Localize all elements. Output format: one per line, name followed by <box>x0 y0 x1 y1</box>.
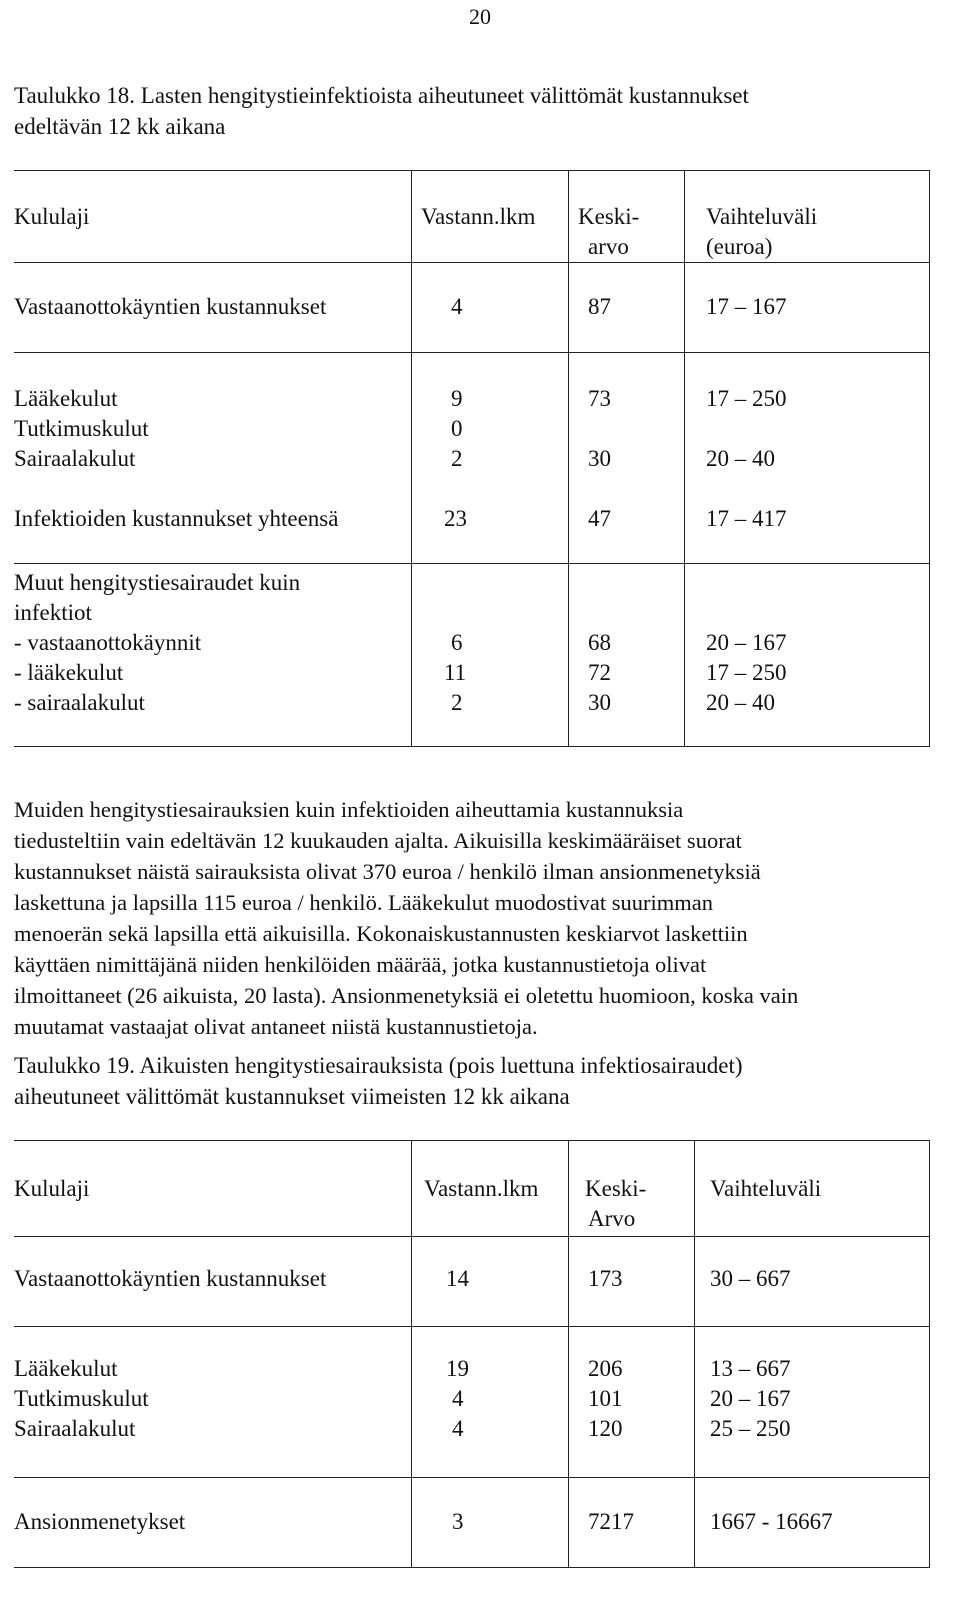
table18-other-label: - sairaalakulut <box>14 690 145 715</box>
table18-other-label: - lääkekulut <box>14 660 124 685</box>
table18-other-n: 6 <box>451 630 463 655</box>
table19-row-label: Lääkekulut <box>14 1356 118 1381</box>
table18-caption <box>14 80 944 142</box>
table18-header-keski-1: Keski- <box>578 204 640 229</box>
table18-other-mean: 68 <box>588 630 611 655</box>
table19-row-range: 30 – 667 <box>710 1266 791 1291</box>
table18-row-mean: 87 <box>588 294 611 319</box>
table19-row-n: 19 <box>446 1356 469 1381</box>
table18-row-n: 4 <box>451 294 463 319</box>
paragraph-line: Muiden hengitystiesairauksien kuin infektioiden aiheuttamia kustannuksia <box>14 797 684 822</box>
table18-caption-line2: edeltävän 12 kk aikana <box>14 114 226 139</box>
table18-col-divider-3 <box>684 170 685 747</box>
table19-row-divider-2 <box>14 1477 930 1478</box>
table18-other-n: 2 <box>451 690 463 715</box>
table19-col-divider-3 <box>694 1140 695 1568</box>
table18-other-heading-2: infektiot <box>14 600 92 625</box>
table19-row-label: Tutkimuskulut <box>14 1386 149 1411</box>
table19-header-divider <box>14 1236 930 1237</box>
table19-row-range: 25 – 250 <box>710 1416 791 1441</box>
paragraph-line: ilmoittaneet (26 aikuista, 20 lasta). Ansionmenetyksiä ei oletettu huomioon, koska vain <box>14 983 799 1008</box>
table19-row-n: 4 <box>452 1416 464 1441</box>
paragraph-line: tiedusteltiin vain edeltävän 12 kuukauden ajalta. Aikuisilla keskimääräiset suorat <box>14 828 742 853</box>
table18-header-vaiht-1: Vaihteluväli <box>706 204 818 229</box>
table18-other-mean: 72 <box>588 660 611 685</box>
table19-row-range: 13 – 667 <box>710 1356 791 1381</box>
table18-col-divider-2 <box>568 170 569 747</box>
table18-row-n: 23 <box>444 506 467 531</box>
table18-row-range: 17 – 250 <box>706 386 787 411</box>
table18-row-divider-2 <box>14 563 930 564</box>
table18-header-vaiht-2: (euroa) <box>706 234 773 259</box>
table18-row-n: 0 <box>451 416 463 441</box>
table18-row-mean: 30 <box>588 446 611 471</box>
table18-other-range: 20 – 167 <box>706 630 787 655</box>
table18-row-range: 17 – 167 <box>706 294 787 319</box>
table19-row-mean: 173 <box>588 1266 623 1291</box>
table18-row-mean: 73 <box>588 386 611 411</box>
table19-row-label: Sairaalakulut <box>14 1416 136 1441</box>
paragraph-line: muutamat vastaajat olivat antaneet niistä kustannustietoja. <box>14 1014 538 1039</box>
table18-other-range: 17 – 250 <box>706 660 787 685</box>
table18-row-divider-1 <box>14 352 930 353</box>
table18-row-label: Infektioiden kustannukset yhteensä <box>14 506 339 531</box>
table18-col-divider-1 <box>411 170 412 747</box>
table18-row-range: 20 – 40 <box>706 446 775 471</box>
table18-row-n: 2 <box>451 446 463 471</box>
table19-row-mean: 206 <box>588 1356 623 1381</box>
table19-row-mean: 120 <box>588 1416 623 1441</box>
table18-header-divider <box>14 262 930 263</box>
table18-other-range: 20 – 40 <box>706 690 775 715</box>
table19-header-kululaji: Kululaji <box>14 1176 90 1201</box>
table19-caption-line2: aiheutuneet välittömät kustannukset viimeisten 12 kk aikana <box>14 1084 570 1109</box>
table19-caption <box>14 1050 944 1112</box>
page-number: 20 <box>469 4 491 29</box>
paragraph-line: kustannukset näistä sairauksista olivat 370 euroa / henkilö ilman ansionmenetyksiä <box>14 859 761 884</box>
table18-other-mean: 30 <box>588 690 611 715</box>
table18-row-n: 9 <box>451 386 463 411</box>
table18-other-label: - vastaanottokäynnit <box>14 630 202 655</box>
table19-col-divider-2 <box>568 1140 569 1568</box>
table19-right-border <box>929 1140 930 1568</box>
table19-row-n: 4 <box>452 1386 464 1411</box>
table18-bottom-border <box>14 746 930 747</box>
table18-row-label: Tutkimuskulut <box>14 416 149 441</box>
table18-caption-line1: Taulukko 18. Lasten hengitystieinfektioista aiheutuneet välittömät kustannukset <box>14 83 749 108</box>
table19-row-n: 3 <box>452 1509 464 1534</box>
table19-row-label: Ansionmenetykset <box>14 1509 186 1534</box>
table19-row-mean: 7217 <box>588 1509 634 1534</box>
table19-row-divider-1 <box>14 1326 930 1327</box>
table19-header-keski-2: Arvo <box>588 1206 636 1231</box>
table19-row-range: 20 – 167 <box>710 1386 791 1411</box>
table18-right-border <box>929 170 930 747</box>
table19-caption-line1: Taulukko 19. Aikuisten hengitystiesairauksista (pois luettuna infektiosairaudet) <box>14 1053 743 1078</box>
table18-other-heading-1: Muut hengitystiesairaudet kuin <box>14 570 301 595</box>
paragraph-line: menoerän sekä lapsilla että aikuisilla. Kokonaiskustannusten keskiarvot laskettiin <box>14 921 748 946</box>
table19-top-border <box>14 1140 930 1141</box>
table19-bottom-border <box>14 1567 930 1568</box>
table19-header-vaiht-1: Vaihteluväli <box>710 1176 822 1201</box>
table18-row-label: Lääkekulut <box>14 386 118 411</box>
paragraph-line: laskettuna ja lapsilla 115 euroa / henkilö. Lääkekulut muodostivat suurimman <box>14 890 714 915</box>
table18-top-border <box>14 170 930 171</box>
table19-row-label: Vastaanottokäyntien kustannukset <box>14 1266 327 1291</box>
table18-other-n: 11 <box>444 660 467 685</box>
table19-row-n: 14 <box>446 1266 469 1291</box>
table18-row-range: 17 – 417 <box>706 506 787 531</box>
table19-header-vastann: Vastann.lkm <box>424 1176 539 1201</box>
table19-header-keski-1: Keski- <box>585 1176 647 1201</box>
table19-row-mean: 101 <box>588 1386 623 1411</box>
table19-row-range: 1667 - 16667 <box>710 1509 833 1534</box>
table18-header-vastann: Vastann.lkm <box>421 204 536 229</box>
table18-header-kululaji: Kululaji <box>14 204 90 229</box>
table18-row-label: Sairaalakulut <box>14 446 136 471</box>
table19-col-divider-1 <box>411 1140 412 1568</box>
table18-row-label: Vastaanottokäyntien kustannukset <box>14 294 327 319</box>
table18-row-mean: 47 <box>588 506 611 531</box>
body-paragraph <box>14 794 934 1042</box>
paragraph-line: käyttäen nimittäjänä niiden henkilöiden määrää, jotka kustannustietoja olivat <box>14 952 707 977</box>
table18-header-keski-2: arvo <box>588 234 629 259</box>
